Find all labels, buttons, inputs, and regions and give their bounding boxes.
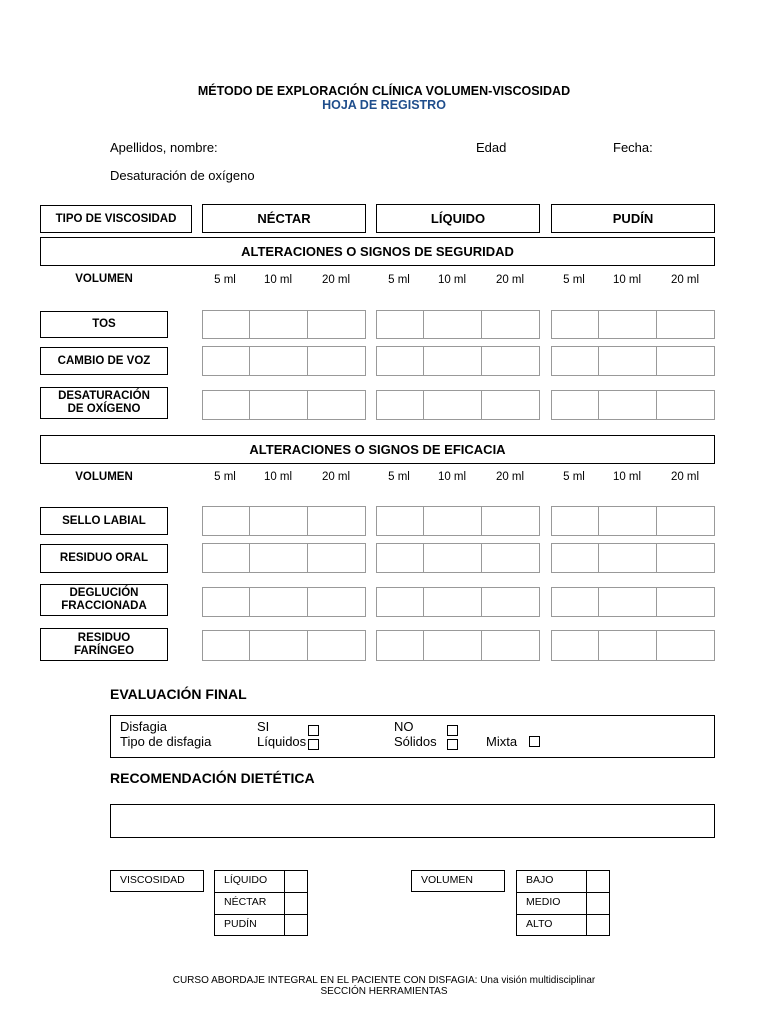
footer-course: CURSO ABORDAJE INTEGRAL EN EL PACIENTE CON DISFAGIA: Una visión multidisciplinar <box>172 975 596 986</box>
efficacy-grid-row3-group0 <box>202 630 366 661</box>
row-label-pharyngeal-residue: RESIDUO FARÍNGEO <box>40 628 168 661</box>
volume-high-checkcell[interactable] <box>587 915 609 935</box>
efficacy-cell-row1-group0-vol0[interactable] <box>203 544 250 572</box>
safety-grid-row1-group2 <box>551 346 715 376</box>
efficacy-volume-1-2: 20 ml <box>495 471 525 483</box>
safety-cell-row1-group1-vol1[interactable] <box>424 347 482 375</box>
age-label: Edad <box>476 140 507 155</box>
efficacy-cell-row1-group2-vol0[interactable] <box>552 544 599 572</box>
safety-cell-row0-group1-vol1[interactable] <box>424 311 482 338</box>
safety-volume-2-2: 20 ml <box>670 274 700 286</box>
efficacy-cell-row1-group2-vol1[interactable] <box>599 544 657 572</box>
efficacy-cell-row3-group2-vol0[interactable] <box>552 631 599 660</box>
efficacy-cell-row2-group2-vol0[interactable] <box>552 588 599 616</box>
safety-cell-row1-group1-vol2[interactable] <box>482 347 539 375</box>
viscosity-liquid-checkcell[interactable] <box>285 871 307 892</box>
safety-volume-0-1: 10 ml <box>263 274 293 286</box>
document-subtitle: HOJA DE REGISTRO <box>322 98 446 112</box>
solids-label: Sólidos <box>394 734 437 749</box>
safety-volume-0-2: 20 ml <box>321 274 351 286</box>
diet-title: RECOMENDACIÓN DIETÉTICA <box>110 770 315 786</box>
safety-cell-row0-group2-vol1[interactable] <box>599 311 657 338</box>
efficacy-grid-row1-group1 <box>376 543 540 573</box>
safety-cell-row2-group1-vol1[interactable] <box>424 391 482 419</box>
diet-recommendation-field[interactable] <box>110 804 715 838</box>
efficacy-cell-row3-group1-vol0[interactable] <box>377 631 424 660</box>
safety-cell-row1-group0-vol1[interactable] <box>250 347 308 375</box>
diet-volume-label: VOLUMEN <box>411 870 505 892</box>
volume-option-low: BAJO <box>526 874 554 886</box>
efficacy-cell-row2-group1-vol0[interactable] <box>377 588 424 616</box>
efficacy-cell-row0-group0-vol1[interactable] <box>250 507 308 535</box>
efficacy-cell-row1-group0-vol2[interactable] <box>308 544 365 572</box>
safety-cell-row1-group2-vol0[interactable] <box>552 347 599 375</box>
row-label-voice-change: CAMBIO DE VOZ <box>40 347 168 375</box>
efficacy-cell-row3-group0-vol1[interactable] <box>250 631 308 660</box>
row-label-desaturation: DESATURACIÓN DE OXÍGENO <box>40 387 168 419</box>
viscosity-pudding-header: PUDÍN <box>551 204 715 233</box>
row-label-oral-residue: RESIDUO ORAL <box>40 544 168 573</box>
safety-cell-row2-group0-vol1[interactable] <box>250 391 308 419</box>
final-eval-box <box>110 715 715 758</box>
efficacy-cell-row1-group0-vol1[interactable] <box>250 544 308 572</box>
safety-cell-row0-group2-vol0[interactable] <box>552 311 599 338</box>
efficacy-volume-2-1: 10 ml <box>612 471 642 483</box>
safety-cell-row2-group2-vol1[interactable] <box>599 391 657 419</box>
efficacy-section-header: ALTERACIONES O SIGNOS DE EFICACIA <box>40 435 715 464</box>
efficacy-cell-row3-group1-vol2[interactable] <box>482 631 539 660</box>
mixed-label: Mixta <box>486 734 518 749</box>
volume-option-high: ALTO <box>526 918 553 930</box>
dysphagia-label: Disfagia <box>120 719 167 734</box>
efficacy-volume-0-2: 20 ml <box>321 471 351 483</box>
efficacy-cell-row0-group1-vol1[interactable] <box>424 507 482 535</box>
safety-volume-label: VOLUMEN <box>75 273 133 285</box>
safety-grid-row1-group1 <box>376 346 540 376</box>
efficacy-cell-row3-group1-vol1[interactable] <box>424 631 482 660</box>
safety-cell-row1-group0-vol0[interactable] <box>203 347 250 375</box>
no-label: NO <box>394 719 414 734</box>
diet-viscosity-label: VISCOSIDAD <box>110 870 204 892</box>
safety-cell-row0-group1-vol2[interactable] <box>482 311 539 338</box>
efficacy-cell-row3-group2-vol1[interactable] <box>599 631 657 660</box>
efficacy-cell-row3-group0-vol0[interactable] <box>203 631 250 660</box>
viscosity-option-nectar: NÉCTAR <box>224 896 267 908</box>
safety-grid-row2-group0 <box>202 390 366 420</box>
efficacy-volume-2-2: 20 ml <box>670 471 700 483</box>
safety-grid-row0-group2 <box>551 310 715 339</box>
efficacy-grid-row0-group1 <box>376 506 540 536</box>
solids-checkbox[interactable] <box>447 739 458 750</box>
efficacy-cell-row0-group0-vol2[interactable] <box>308 507 365 535</box>
efficacy-volume-0-1: 10 ml <box>263 471 293 483</box>
efficacy-volume-1-1: 10 ml <box>437 471 467 483</box>
efficacy-cell-row2-group2-vol1[interactable] <box>599 588 657 616</box>
efficacy-grid-row0-group2 <box>551 506 715 536</box>
efficacy-cell-row3-group0-vol2[interactable] <box>308 631 365 660</box>
name-label: Apellidos, nombre: <box>110 140 218 155</box>
efficacy-grid-row3-group2 <box>551 630 715 661</box>
safety-cell-row2-group2-vol0[interactable] <box>552 391 599 419</box>
viscosity-pudding-checkcell[interactable] <box>285 915 307 935</box>
efficacy-cell-row1-group2-vol2[interactable] <box>657 544 714 572</box>
efficacy-volume-label: VOLUMEN <box>75 471 133 483</box>
efficacy-cell-row2-group2-vol2[interactable] <box>657 588 714 616</box>
viscosity-nectar-checkcell[interactable] <box>285 893 307 914</box>
safety-cell-row0-group2-vol2[interactable] <box>657 311 714 338</box>
efficacy-cell-row0-group2-vol1[interactable] <box>599 507 657 535</box>
viscosity-type-label: TIPO DE VISCOSIDAD <box>40 205 192 233</box>
dysphagia-type-label: Tipo de disfagia <box>120 734 212 749</box>
efficacy-volume-1-0: 5 ml <box>388 471 410 483</box>
safety-cell-row0-group0-vol0[interactable] <box>203 311 250 338</box>
viscosity-nectar-header: NÉCTAR <box>202 204 366 233</box>
document-title: MÉTODO DE EXPLORACIÓN CLÍNICA VOLUMEN-VISCOSIDAD <box>197 84 571 98</box>
efficacy-cell-row1-group1-vol2[interactable] <box>482 544 539 572</box>
yes-checkbox[interactable] <box>308 725 319 736</box>
volume-option-medium: MEDIO <box>526 896 561 908</box>
footer-section: SECCIÓN HERRAMIENTAS <box>320 986 448 997</box>
no-checkbox[interactable] <box>447 725 458 736</box>
efficacy-grid-row2-group0 <box>202 587 366 617</box>
efficacy-grid-row2-group2 <box>551 587 715 617</box>
safety-grid-row2-group2 <box>551 390 715 420</box>
liquids-label: Líquidos <box>257 734 307 749</box>
efficacy-grid-row1-group0 <box>202 543 366 573</box>
efficacy-cell-row1-group1-vol0[interactable] <box>377 544 424 572</box>
desaturation-label: Desaturación de oxígeno <box>110 168 255 183</box>
efficacy-cell-row2-group1-vol2[interactable] <box>482 588 539 616</box>
efficacy-grid-row2-group1 <box>376 587 540 617</box>
efficacy-cell-row0-group2-vol0[interactable] <box>552 507 599 535</box>
efficacy-cell-row0-group0-vol0[interactable] <box>203 507 250 535</box>
safety-volume-2-1: 10 ml <box>612 274 642 286</box>
safety-grid-row1-group0 <box>202 346 366 376</box>
efficacy-cell-row0-group1-vol0[interactable] <box>377 507 424 535</box>
efficacy-cell-row0-group2-vol2[interactable] <box>657 507 714 535</box>
safety-volume-1-2: 20 ml <box>495 274 525 286</box>
volume-low-checkcell[interactable] <box>587 871 609 892</box>
safety-cell-row1-group2-vol1[interactable] <box>599 347 657 375</box>
viscosity-option-pudding: PUDÍN <box>224 918 257 930</box>
safety-cell-row1-group2-vol2[interactable] <box>657 347 714 375</box>
yes-label: SI <box>257 719 270 734</box>
efficacy-cell-row2-group0-vol1[interactable] <box>250 588 308 616</box>
efficacy-cell-row2-group0-vol0[interactable] <box>203 588 250 616</box>
efficacy-cell-row1-group1-vol1[interactable] <box>424 544 482 572</box>
safety-grid-row2-group1 <box>376 390 540 420</box>
efficacy-cell-row3-group2-vol2[interactable] <box>657 631 714 660</box>
efficacy-volume-2-0: 5 ml <box>563 471 585 483</box>
safety-grid-row0-group1 <box>376 310 540 339</box>
safety-volume-0-0: 5 ml <box>214 274 236 286</box>
row-label-cough: TOS <box>40 311 168 338</box>
efficacy-grid-row1-group2 <box>551 543 715 573</box>
safety-cell-row1-group1-vol0[interactable] <box>377 347 424 375</box>
mixed-checkbox[interactable] <box>529 736 540 747</box>
safety-cell-row0-group1-vol0[interactable] <box>377 311 424 338</box>
safety-cell-row1-group0-vol2[interactable] <box>308 347 365 375</box>
efficacy-grid-row3-group1 <box>376 630 540 661</box>
safety-cell-row2-group1-vol2[interactable] <box>482 391 539 419</box>
row-label-lip-seal: SELLO LABIAL <box>40 507 168 535</box>
efficacy-grid-row0-group0 <box>202 506 366 536</box>
date-label: Fecha: <box>613 140 653 155</box>
safety-volume-1-0: 5 ml <box>388 274 410 286</box>
safety-volume-1-1: 10 ml <box>437 274 467 286</box>
efficacy-cell-row0-group1-vol2[interactable] <box>482 507 539 535</box>
viscosity-options-table <box>214 870 308 936</box>
volume-medium-checkcell[interactable] <box>587 893 609 914</box>
safety-grid-row0-group0 <box>202 310 366 339</box>
liquids-checkbox[interactable] <box>308 739 319 750</box>
safety-cell-row2-group2-vol2[interactable] <box>657 391 714 419</box>
safety-cell-row2-group0-vol2[interactable] <box>308 391 365 419</box>
efficacy-cell-row2-group1-vol1[interactable] <box>424 588 482 616</box>
safety-cell-row0-group0-vol2[interactable] <box>308 311 365 338</box>
viscosity-liquid-header: LÍQUIDO <box>376 204 540 233</box>
safety-volume-2-0: 5 ml <box>563 274 585 286</box>
row-label-fractional-swallow: DEGLUCIÓN FRACCIONADA <box>40 584 168 616</box>
volume-options-table <box>516 870 610 936</box>
viscosity-option-liquid: LÍQUIDO <box>224 874 268 886</box>
final-eval-title: EVALUACIÓN FINAL <box>110 686 247 702</box>
safety-section-header: ALTERACIONES O SIGNOS DE SEGURIDAD <box>40 237 715 266</box>
efficacy-volume-0-0: 5 ml <box>214 471 236 483</box>
safety-cell-row2-group0-vol0[interactable] <box>203 391 250 419</box>
efficacy-cell-row2-group0-vol2[interactable] <box>308 588 365 616</box>
safety-cell-row0-group0-vol1[interactable] <box>250 311 308 338</box>
safety-cell-row2-group1-vol0[interactable] <box>377 391 424 419</box>
